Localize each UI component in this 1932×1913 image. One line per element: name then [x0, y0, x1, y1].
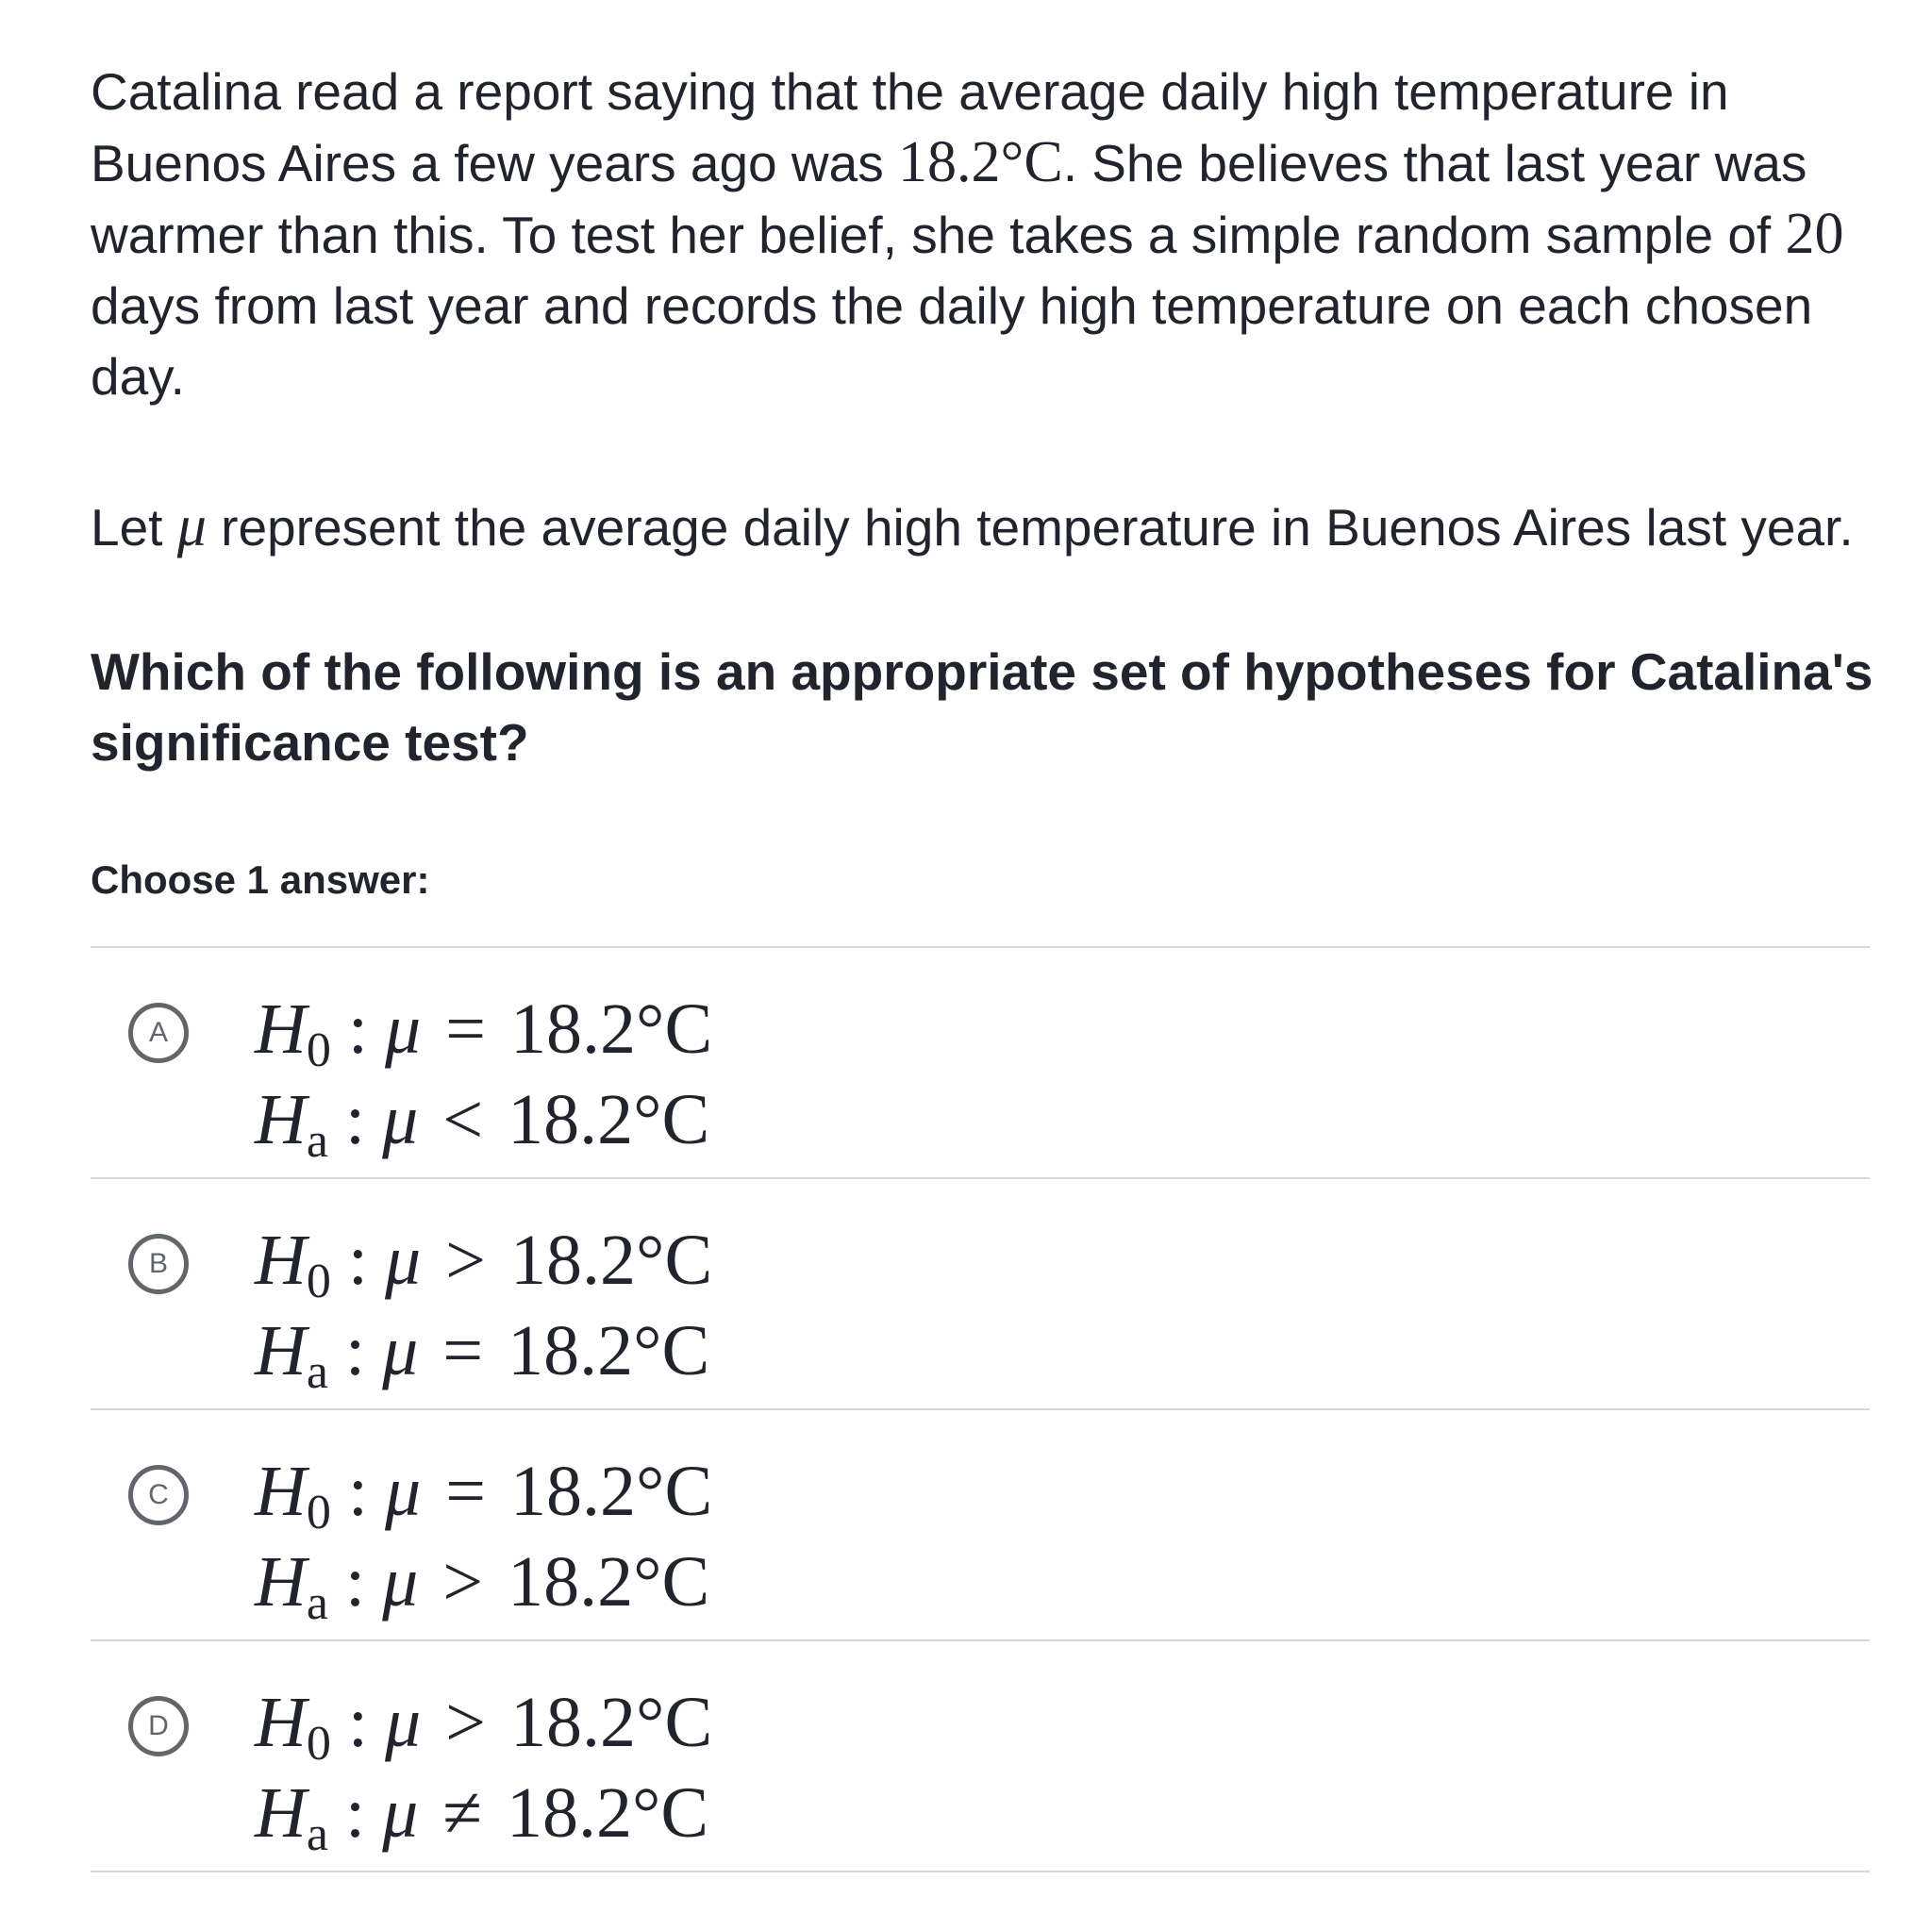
- null-hypothesis: $H_0$ : μ = 18.2°C: [255, 990, 713, 1077]
- definition-text-2: represent the average daily high temperature in Buenos Aires last year.: [221, 498, 1854, 557]
- choice-a[interactable]: [91, 948, 1870, 1179]
- problem-statement: [91, 57, 1883, 412]
- choose-label: Choose 1 answer:: [91, 857, 430, 902]
- choice-d[interactable]: [91, 1641, 1870, 1872]
- alternative-hypothesis: $H_a$ : μ < 18.2°C: [255, 1080, 710, 1168]
- choice-a-radio-icon[interactable]: A: [128, 1003, 189, 1063]
- definition-text-1: Let: [91, 498, 163, 557]
- alternative-hypothesis: $H_a$ : μ = 18.2°C: [255, 1311, 710, 1399]
- alternative-hypothesis: $H_a$ : μ ≠ 18.2°C: [255, 1773, 709, 1861]
- temperature-value: 18.2°C: [898, 130, 1063, 194]
- sample-size-value: 20: [1785, 202, 1844, 266]
- choice-d-radio-icon[interactable]: D: [128, 1696, 189, 1756]
- choice-b-radio-icon[interactable]: B: [128, 1234, 189, 1294]
- question-title: Which of the following is an appropriate set of hypotheses for Catalina's significance test?: [91, 642, 1874, 772]
- mu-symbol: μ: [176, 494, 207, 558]
- exercise-content: [91, 57, 1883, 1872]
- statement-text-3: days from last year and records the daily high temperature on each chosen day.: [91, 276, 1813, 406]
- null-hypothesis: $H_0$ : μ > 18.2°C: [255, 1221, 713, 1308]
- choice-b-hypotheses: [255, 1215, 713, 1399]
- alternative-hypothesis: $H_a$ : μ > 18.2°C: [255, 1542, 710, 1630]
- choice-a-hypotheses: [255, 984, 713, 1168]
- choice-c[interactable]: [91, 1410, 1870, 1641]
- parameter-definition: [91, 491, 1883, 563]
- statement-text-2: . She believes that last year was warmer than this. To test her belief, she takes a simple random sample of: [91, 134, 1807, 264]
- choice-c-hypotheses: [255, 1446, 713, 1630]
- answer-choices: [91, 946, 1870, 1872]
- choice-b[interactable]: [91, 1179, 1870, 1410]
- statement-text-1: Catalina read a report saying that the average daily high temperature in Buenos Aires a few years ago was: [91, 62, 1729, 192]
- choice-c-radio-icon[interactable]: C: [128, 1465, 189, 1525]
- null-hypothesis: $H_0$ : μ = 18.2°C: [255, 1452, 713, 1539]
- choice-d-hypotheses: [255, 1677, 713, 1861]
- null-hypothesis: $H_0$ : μ > 18.2°C: [255, 1683, 713, 1771]
